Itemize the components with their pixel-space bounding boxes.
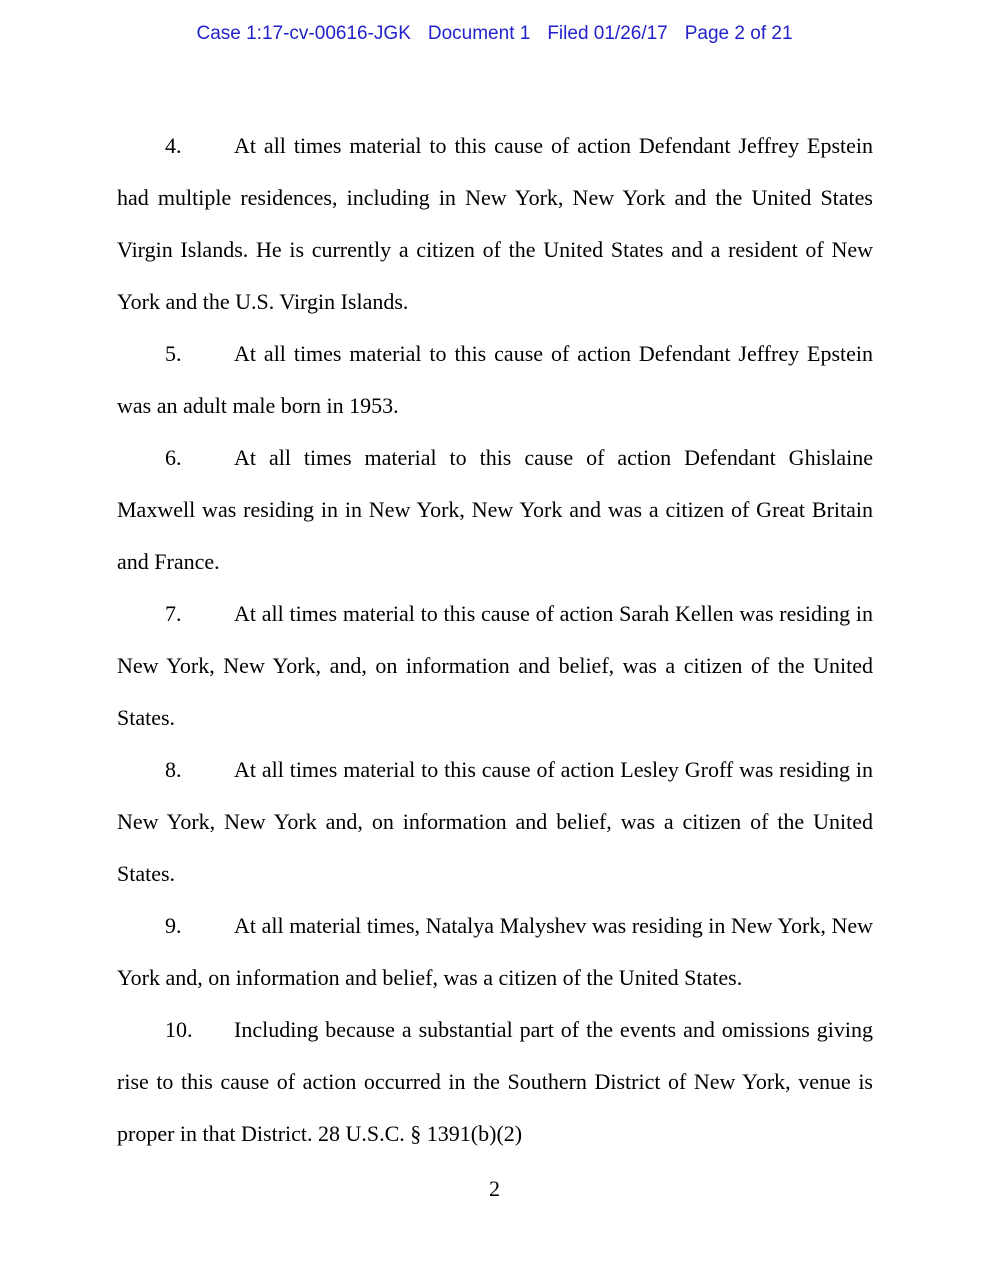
paragraph-text: At all times material to this cause of action Defendant Ghislaine Maxwell was residing in in New York, New York and was a citizen of Great Britain and France. <box>117 445 873 574</box>
document-number: Document 1 <box>427 23 531 44</box>
paragraph-6 <box>117 432 873 588</box>
paragraph-text: At all material times, Natalya Malyshev was residing in New York, New York and, on information and belief, was a citizen of the United States. <box>117 913 873 990</box>
paragraph-7 <box>117 588 873 744</box>
paragraph-number: 9. <box>165 913 182 938</box>
paragraph-text: At all times material to this cause of action Defendant Jeffrey Epstein had multiple residences, including in New York, New York and the United States Virgin Islands. He is currently a citizen of the United States and a resident of New York and the U.S. Virgin Islands. <box>117 133 873 314</box>
paragraph-text: At all times material to this cause of action Defendant Jeffrey Epstein was an adult male born in 1953. <box>117 341 873 418</box>
paragraph-number: 8. <box>165 757 182 782</box>
paragraph-number: 10. <box>165 1017 193 1042</box>
filed-date: Filed 01/26/17 <box>547 23 668 44</box>
paragraph-number: 5. <box>165 341 182 366</box>
paragraph-number: 6. <box>165 445 182 470</box>
page-of-pages: Page 2 of 21 <box>684 23 793 44</box>
paragraph-text: At all times material to this cause of action Sarah Kellen was residing in New York, New York, and, on information and belief, was a citizen of the United States. <box>117 601 873 730</box>
paragraph-text: At all times material to this cause of action Lesley Groff was residing in New York, New York and, on information and belief, was a citizen of the United States. <box>117 757 873 886</box>
paragraph-10 <box>117 1004 873 1160</box>
paragraph-4 <box>117 120 873 328</box>
paragraph-8 <box>117 744 873 900</box>
paragraph-number: 4. <box>165 133 182 158</box>
case-number: Case 1:17-cv-00616-JGK <box>196 23 411 44</box>
page-number: 2 <box>489 1176 500 1201</box>
paragraph-text: Including because a substantial part of the events and omissions giving rise to this cause of action occurred in the Southern District of New York, venue is proper in that District. 28 U.S.C. § 1391(b)(2) <box>117 1017 873 1146</box>
paragraph-9 <box>117 900 873 1004</box>
paragraph-5 <box>117 328 873 432</box>
document-body <box>117 120 873 1160</box>
paragraph-number: 7. <box>165 601 182 626</box>
ecf-case-stamp <box>0 22 989 45</box>
